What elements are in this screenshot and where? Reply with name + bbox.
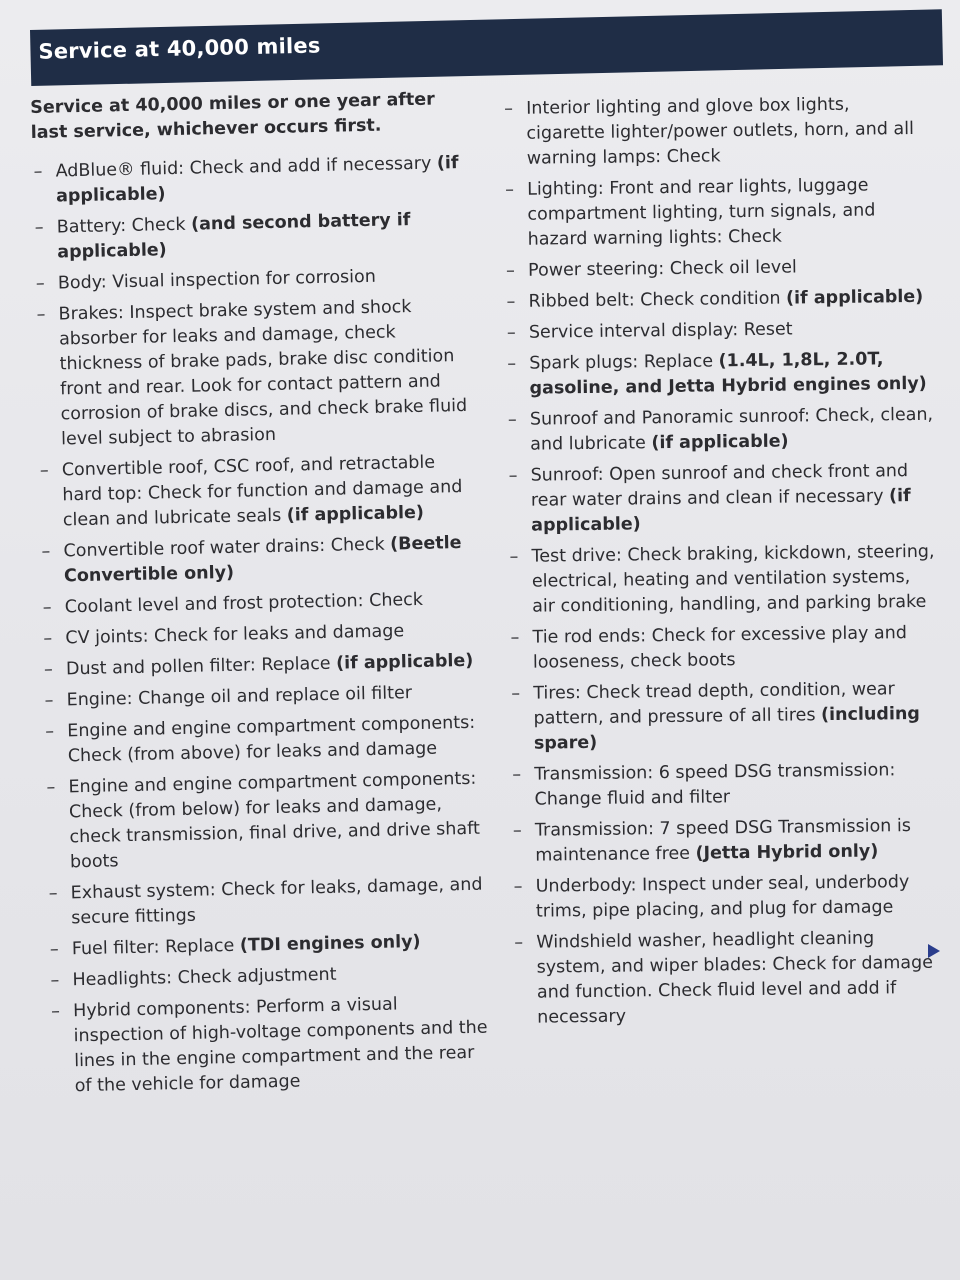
checklist-item-text: Sunroof and Panoramic sunroof: Check, clean, and lubricate [529, 404, 934, 455]
checklist-item-qualifier: (including spare) [533, 703, 920, 754]
checklist-item-qualifier: (if applicable) [651, 431, 789, 454]
checklist-item [42, 680, 482, 714]
checklist-item-text: Dust and pollen filter: Replace [65, 653, 337, 680]
checklist-item [48, 929, 488, 963]
checklist-item-qualifier: (TDI engines only) [239, 932, 421, 956]
checklist-item [40, 587, 480, 621]
checklist-item [511, 814, 942, 869]
checklist-item-qualifier: (Jetta Hybrid only) [695, 841, 879, 864]
checklist-item-qualifier: (if applicable) [531, 486, 911, 536]
checklist-item-text: Lighting: Front and rear lights, luggage compartment lighting, turn signals, and hazard warning lights: Check [527, 175, 876, 250]
checklist-item [502, 92, 933, 172]
checklist-item [34, 263, 474, 297]
checklist-item-qualifier: (if applicable) [286, 502, 425, 526]
checklist-item-text: Interior lighting and glove box lights, cigarette lighter/power outlets, horn, and all warning lamps: Check [526, 94, 915, 169]
checklist-item-text: Engine and engine compartment components: Check (from above) for leaks and damage [67, 712, 476, 767]
checklist-item-text: Convertible roof water drains: Check [63, 534, 391, 562]
checklist-item [508, 621, 939, 676]
checklist-item-text: Sunroof: Open sunroof and check front and rear water drains and clean if necessary [530, 461, 909, 511]
checklist-item [43, 711, 484, 770]
left-checklist [31, 151, 491, 1100]
checklist-item [39, 531, 480, 590]
checklist-item [504, 254, 934, 284]
checklist-item-text: Engine: Change oil and replace oil filter [66, 683, 413, 711]
checklist-item [44, 767, 486, 876]
checklist-item-text: Engine and engine compartment components: Check (from below) for leaks and damage, check transmission, final drive, and drive shaft boots [68, 768, 481, 873]
checklist-item-qualifier: (if applicable) [55, 153, 459, 207]
checklist-item-text: CV joints: Check for leaks and damage [65, 621, 405, 649]
checklist-item-text: Fuel filter: Replace [71, 935, 241, 960]
checklist-item-text: Headlights: Check adjustment [72, 964, 337, 991]
checklist-item-text: Exhaust system: Check for leaks, damage, and secure fittings [70, 874, 483, 929]
checklist-item [48, 960, 488, 994]
right-column [502, 92, 943, 1037]
checklist-item-text: Underbody: Inspect under seal, underbody trims, pipe placing, and plug for damage [535, 872, 910, 922]
checklist-item [42, 649, 482, 683]
checklist-item-text: Hybrid components: Perform a visual inspection of high-voltage components and the lines in the engine compartment and the rear of the vehicle for damage [72, 994, 488, 1097]
checklist-item [505, 347, 936, 402]
checklist-item-qualifier: (and second battery if applicable) [57, 210, 411, 263]
checklist-item [46, 873, 487, 932]
checklist-item-qualifier: (Beetle Convertible only) [63, 533, 462, 587]
checklist-item-text: Tires: Check tread depth, condition, wear pattern, and pressure of all tires [533, 679, 895, 729]
checklist-item [505, 316, 935, 346]
checklist-item [512, 870, 943, 925]
checklist-item [41, 618, 481, 652]
checklist-item [34, 294, 477, 453]
checklist-item-text: Tie rod ends: Check for excessive play and looseness, check boots [532, 623, 908, 673]
checklist-item [510, 758, 941, 813]
checklist-item [507, 540, 938, 620]
section-title: Service at 40,000 miles [38, 33, 321, 64]
checklist-item [503, 173, 934, 253]
checklist-item-text: Transmission: 6 speed DSG transmission: Change fluid and filter [534, 760, 896, 810]
checklist-item-text: Battery: Check [56, 214, 192, 238]
checklist-item [506, 403, 937, 458]
checklist-item-qualifier: (1.4L, 1,8L, 2.0T, gasoline, and Jetta Hybrid engines only) [529, 349, 927, 399]
checklist-item [504, 285, 934, 315]
checklist-item-text: Convertible roof, CSC roof, and retractable hard top: Check for function and damage and clean and lubricate seals [61, 452, 463, 531]
checklist-item-text: Windshield washer, headlight cleaning system, and wiper blades: Check for damage and function. Check fluid level and add if necessary [536, 928, 934, 1028]
right-checklist [502, 92, 943, 1031]
checklist-item-text: Brakes: Inspect brake system and shock absorber for leaks and damage, check thickness of brake pads, brake disc condition front and rear. Look for contact pattern and corrosion of brake discs, and check brake fluid level subject to abrasion [58, 297, 468, 450]
checklist-item-text: Service interval display: Reset [528, 319, 793, 343]
checklist-item-text: Spark plugs: Replace [529, 351, 719, 374]
checklist-item [512, 926, 943, 1031]
intro-text: Service at 40,000 miles or one year after last service, whichever occurs first. [30, 89, 436, 143]
checklist-item-text: AdBlue® fluid: Check and add if necessary [55, 153, 438, 182]
checklist-item-text: Test drive: Check braking, kickdown, steering, electrical, heating and ventilation systems, air conditioning, handling, and parking brake [531, 541, 935, 617]
checklist-item-text: Transmission: 7 speed DSG Transmission is maintenance free [534, 816, 911, 866]
section-header-bar [30, 9, 943, 86]
checklist-item-qualifier: (if applicable) [335, 650, 474, 674]
checklist-item-text: Power steering: Check oil level [528, 257, 797, 281]
left-column [30, 87, 491, 1106]
checklist-item [31, 151, 472, 210]
checklist-item [38, 450, 479, 534]
checklist-item-text: Body: Visual inspection for corrosion [57, 266, 377, 294]
checklist-item [509, 677, 940, 757]
checklist-item [49, 991, 491, 1100]
checklist-item-text: Ribbed belt: Check condition [528, 288, 787, 312]
checklist-item-text: Coolant level and frost protection: Check [64, 589, 424, 618]
next-page-arrow-icon [928, 944, 940, 958]
checklist-item [33, 207, 474, 266]
checklist-item [506, 459, 937, 539]
checklist-item-qualifier: (if applicable) [785, 286, 924, 309]
